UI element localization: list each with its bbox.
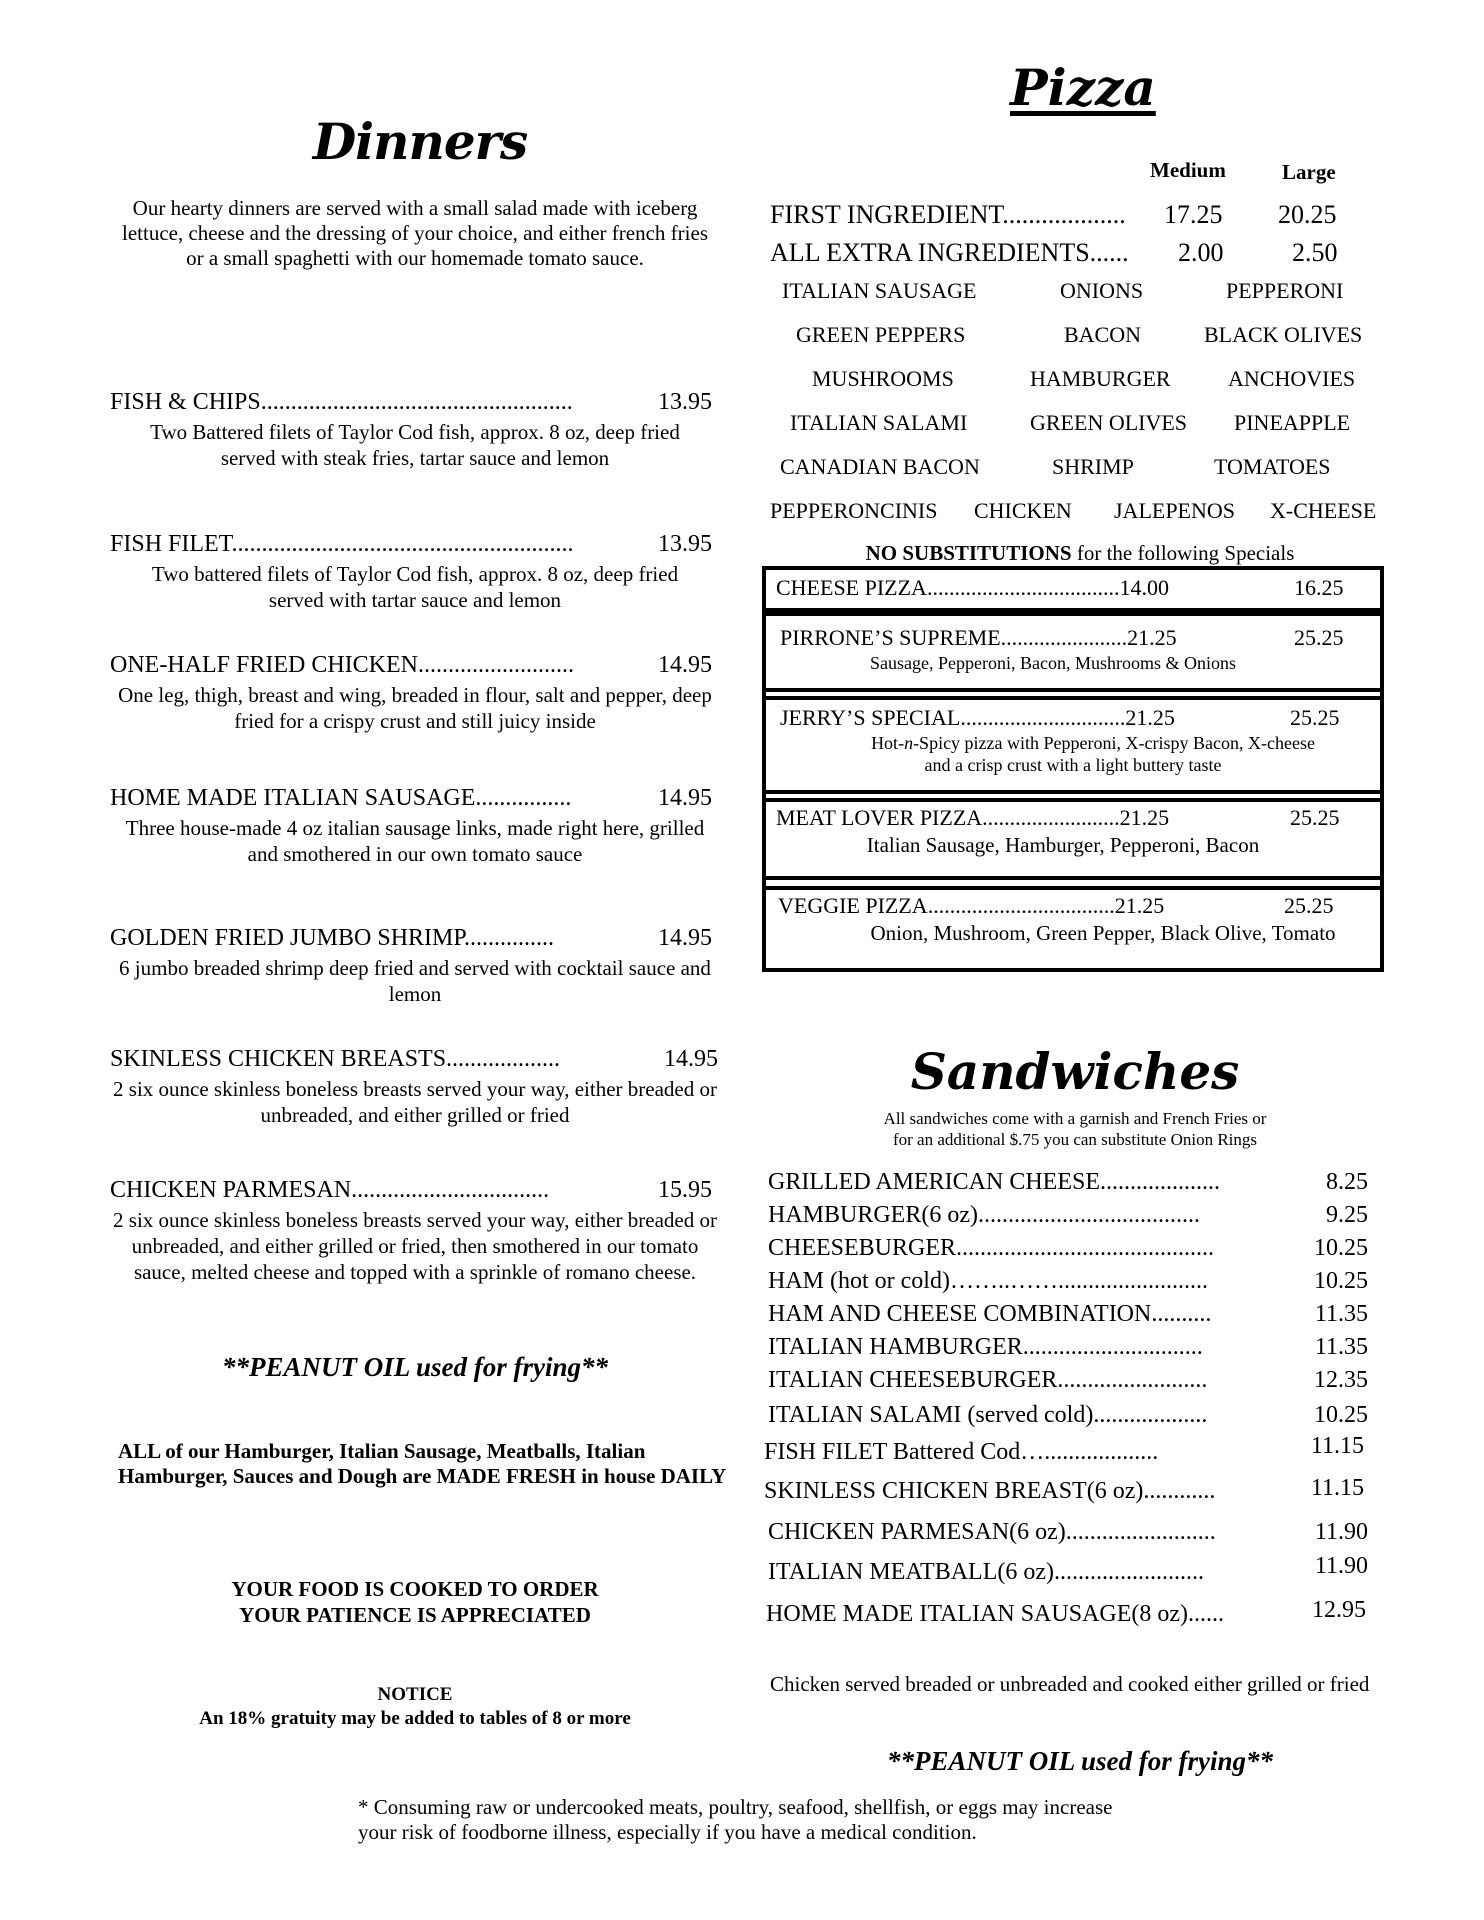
sandwich-name: CHEESEBURGER........................................... — [768, 1235, 1215, 1261]
ingredient: TOMATOES — [1214, 454, 1331, 479]
sandwiches-intro — [760, 1108, 1390, 1150]
sandwich-item — [768, 1265, 1368, 1297]
ingredient: BLACK OLIVES — [1204, 322, 1363, 347]
sandwich-name: HAMBURGER(6 oz)..................................... — [768, 1202, 1200, 1228]
dinner-item-jumbo-shrimp — [110, 923, 720, 1007]
dinner-item-desc: 6 jumbo breaded shrimp deep fried and served with cocktail sauce and lemon — [119, 956, 711, 1006]
dinners-heading: Dinners — [312, 112, 528, 171]
sandwich-price: 10.25 — [1314, 1235, 1368, 1261]
cooked-to-order-notice — [110, 1576, 720, 1628]
dinner-item-name: FISH & CHIPS.................................................... — [110, 389, 573, 415]
sandwich-price: 11.90 — [1314, 1553, 1368, 1579]
dinner-item-fish-chips — [110, 387, 720, 471]
sandwich-price: 10.25 — [1314, 1268, 1368, 1294]
ingredient: ANCHOVIES — [1228, 366, 1356, 391]
dinner-item-price: 14.95 — [658, 785, 712, 811]
sandwich-item — [768, 1364, 1368, 1396]
pizza-first-large-price: 20.25 — [1278, 200, 1337, 229]
ingredient: MUSHROOMS — [812, 366, 954, 391]
pizza-extra-ingredients-row — [770, 236, 1338, 270]
ingredient: PEPPERONI — [1226, 278, 1344, 303]
dinner-item-price: 14.95 — [664, 1046, 718, 1072]
sandwich-price: 8.25 — [1326, 1169, 1368, 1195]
pizza-first-ingredient-row — [770, 198, 1337, 232]
notice-text: An 18% gratuity may be added to tables of 8 or more — [199, 1708, 631, 1729]
sandwich-price: 11.15 — [1310, 1475, 1364, 1501]
dinners-intro: Our hearty dinners are served with a small salad made with iceberg lettuce, cheese and the dressing of your choice, and either french fries or a small spaghetti with our homemade tomato sauce. — [122, 196, 708, 270]
sandwich-price: 11.35 — [1314, 1334, 1368, 1360]
sandwich-name: CHICKEN PARMESAN(6 oz)......................... — [768, 1519, 1216, 1545]
special-desc-emphasis: n — [904, 733, 914, 753]
ingredient: ITALIAN SAUSAGE — [782, 278, 977, 303]
ingredient: HAMBURGER — [1030, 366, 1171, 391]
sandwich-price: 11.90 — [1314, 1519, 1368, 1545]
dinner-item-name: FISH FILET......................................................... — [110, 531, 574, 557]
dinner-item-desc: Three house-made 4 oz italian sausage links, made right here, grilled and smothered in our own tomato sauce — [125, 816, 705, 866]
made-fresh-statement: ALL of our Hamburger, Italian Sausage, Meatballs, Italian Hamburger, Sauces and Dough are MADE FRESH in house DAILY — [118, 1439, 727, 1488]
pizza-column-medium: Medium — [1150, 158, 1226, 182]
sandwich-item — [768, 1516, 1368, 1548]
sandwich-item — [768, 1166, 1368, 1198]
ingredient: PEPPERONCINIS — [770, 498, 938, 523]
peanut-oil-notice: **PEANUT OIL used for frying** — [886, 1746, 1273, 1776]
dinner-item-fish-filet — [110, 529, 720, 613]
special-large-price: 25.25 — [1284, 893, 1334, 918]
sandwich-price: 11.15 — [1310, 1433, 1364, 1459]
sandwich-price: 10.25 — [1314, 1402, 1368, 1428]
dinner-item-price: 13.95 — [658, 389, 712, 415]
sandwich-name: ITALIAN SALAMI (served cold)................... — [768, 1402, 1208, 1428]
pizza-first-medium-price: 17.25 — [1164, 200, 1223, 229]
special-name: CHEESE PIZZA...................................14.00 — [776, 575, 1169, 600]
sandwich-name: HAM AND CHEESE COMBINATION.......... — [768, 1301, 1212, 1327]
sandwich-item — [768, 1232, 1368, 1264]
ingredient: GREEN OLIVES — [1030, 410, 1188, 435]
dinner-item-price: 14.95 — [658, 925, 712, 951]
dinner-item-chicken-parmesan — [110, 1175, 720, 1285]
ingredient: GREEN PEPPERS — [796, 322, 966, 347]
sandwich-price: 12.35 — [1314, 1367, 1368, 1393]
dinner-item-price: 15.95 — [658, 1177, 712, 1203]
foodborne-illness-warning: * Consuming raw or undercooked meats, poultry, seafood, shellfish, or eggs may increase your risk of foodborne illness, especially if you have a medical condition. — [358, 1795, 1113, 1844]
ingredient: ITALIAN SALAMI — [790, 410, 968, 435]
pizza-column-large: Large — [1282, 160, 1336, 184]
sandwich-price: 12.95 — [1312, 1597, 1366, 1623]
sandwich-name: GRILLED AMERICAN CHEESE.................... — [768, 1169, 1220, 1195]
no-substitutions-rest: for the following Specials — [1071, 541, 1295, 565]
dinner-item-price: 13.95 — [658, 531, 712, 557]
special-desc-part: Hot- — [871, 733, 905, 753]
ingredient: SHRIMP — [1052, 454, 1134, 479]
dinner-item-desc: Two Battered filets of Taylor Cod fish, approx. 8 oz, deep fried served with steak fries, tartar sauce and lemon — [150, 420, 680, 470]
sandwich-name: SKINLESS CHICKEN BREAST(6 oz)............ — [764, 1478, 1216, 1504]
special-veggie-pizza — [762, 876, 1384, 972]
ingredient: X-CHEESE — [1270, 498, 1377, 523]
special-large-price: 25.25 — [1290, 705, 1340, 730]
sandwich-item — [768, 1399, 1368, 1431]
sandwich-name: ITALIAN CHEESEBURGER......................... — [768, 1367, 1208, 1393]
special-desc: Onion, Mushroom, Green Pepper, Black Olive, Tomato — [870, 921, 1336, 945]
notice-title: NOTICE — [377, 1684, 453, 1705]
dinner-item-desc: One leg, thigh, breast and wing, breaded in flour, salt and pepper, deep fried for a crispy crust and still juicy inside — [118, 683, 712, 733]
special-large-price: 25.25 — [1290, 805, 1340, 830]
sandwich-item — [768, 1298, 1368, 1330]
special-desc-part: -Spicy pizza with Pepperoni, X-crispy Bacon, X-cheese — [913, 733, 1315, 753]
chicken-preparation-note: Chicken served breaded or unbreaded and cooked either grilled or fried — [770, 1672, 1370, 1696]
pizza-heading: Pizza — [1010, 58, 1156, 117]
no-substitutions-emphasis: NO SUBSTITUTIONS — [865, 541, 1072, 565]
special-desc: Sausage, Pepperoni, Bacon, Mushrooms & Onions — [870, 653, 1236, 673]
special-name: PIRRONE’S SUPREME.......................21.25 — [780, 625, 1177, 650]
dinner-item-name: SKINLESS CHICKEN BREASTS................... — [110, 1046, 561, 1072]
pizza-extra-ingredients-label: ALL EXTRA INGREDIENTS...... — [770, 238, 1129, 267]
sandwiches-intro-line: for an additional $.75 you can substitute Onion Rings — [892, 1130, 1258, 1149]
sandwich-name: HAM (hot or cold)……..……......................... — [768, 1268, 1208, 1294]
special-large-price: 16.25 — [1294, 575, 1344, 600]
sandwiches-heading: Sandwiches — [910, 1042, 1240, 1101]
pizza-first-ingredient-label: FIRST INGREDIENT................... — [770, 200, 1126, 229]
ingredient: ONIONS — [1060, 278, 1144, 303]
ingredient: CHICKEN — [974, 498, 1072, 523]
dinner-item-name: ONE-HALF FRIED CHICKEN.......................... — [110, 652, 574, 678]
sandwich-name: ITALIAN HAMBURGER.............................. — [768, 1334, 1203, 1360]
dinner-item-chicken-breasts — [110, 1044, 720, 1128]
ingredient: BACON — [1064, 322, 1142, 347]
special-pirrones-supreme — [762, 608, 1384, 700]
pizza-extra-large-price: 2.50 — [1292, 238, 1338, 267]
sandwich-name: FISH FILET Battered Cod…................... — [764, 1439, 1159, 1465]
ingredient: JALEPENOS — [1114, 498, 1236, 523]
dinner-item-half-chicken — [110, 650, 720, 734]
dinner-item-name: GOLDEN FRIED JUMBO SHRIMP............... — [110, 925, 555, 951]
dinner-item-name: CHICKEN PARMESAN................................. — [110, 1177, 550, 1203]
dinner-item-desc: 2 six ounce skinless boneless breasts served your way, either breaded or unbreaded, and either grilled or fried, then smothered in our tomato sauce, melted cheese and topped with a sprinkle of romano cheese. — [113, 1208, 717, 1284]
sandwich-item — [768, 1553, 1368, 1588]
dinner-item-italian-sausage — [110, 783, 720, 867]
gratuity-notice — [110, 1683, 720, 1731]
peanut-oil-notice: **PEANUT OIL used for frying** — [221, 1352, 608, 1382]
special-name: VEGGIE PIZZA..................................21.25 — [778, 893, 1165, 918]
dinner-item-price: 14.95 — [658, 652, 712, 678]
special-desc — [766, 732, 1380, 754]
sandwich-name: HOME MADE ITALIAN SAUSAGE(8 oz)...... — [766, 1601, 1225, 1627]
sandwich-price: 9.25 — [1326, 1202, 1368, 1228]
ingredient: CANADIAN BACON — [780, 454, 980, 479]
dinner-item-desc: 2 six ounce skinless boneless breasts served your way, either breaded or unbreaded, and either grilled or fried — [113, 1077, 717, 1127]
pizza-extra-medium-price: 2.00 — [1178, 238, 1224, 267]
special-large-price: 25.25 — [1294, 625, 1344, 650]
dinner-item-desc: Two battered filets of Taylor Cod fish, approx. 8 oz, deep fried served with tartar sauce and lemon — [151, 562, 679, 612]
sandwich-price: 11.35 — [1314, 1301, 1368, 1327]
patience-line: YOUR PATIENCE IS APPRECIATED — [239, 1603, 591, 1627]
sandwich-item — [766, 1598, 1366, 1630]
special-desc-line2: and a crisp crust with a light buttery taste — [924, 755, 1222, 775]
sandwiches-intro-line: All sandwiches come with a garnish and French Fries or — [883, 1109, 1267, 1128]
sandwich-item — [768, 1331, 1368, 1363]
special-jerrys-special — [762, 688, 1384, 802]
sandwich-item — [764, 1433, 1364, 1468]
special-name: JERRY’S SPECIAL..............................21.25 — [780, 705, 1175, 730]
dinner-item-name: HOME MADE ITALIAN SAUSAGE................ — [110, 785, 572, 811]
cooked-line: YOUR FOOD IS COOKED TO ORDER — [231, 1577, 599, 1601]
sandwich-item — [768, 1199, 1368, 1231]
no-substitutions-note — [760, 541, 1400, 566]
sandwich-name: ITALIAN MEATBALL(6 oz)......................... — [768, 1559, 1205, 1585]
special-desc: Italian Sausage, Hamburger, Pepperoni, Bacon — [866, 833, 1260, 857]
special-name: MEAT LOVER PIZZA.........................21.25 — [776, 805, 1170, 830]
sandwich-item — [764, 1475, 1364, 1507]
special-meat-lover — [762, 790, 1384, 890]
ingredient: PINEAPPLE — [1234, 410, 1351, 435]
